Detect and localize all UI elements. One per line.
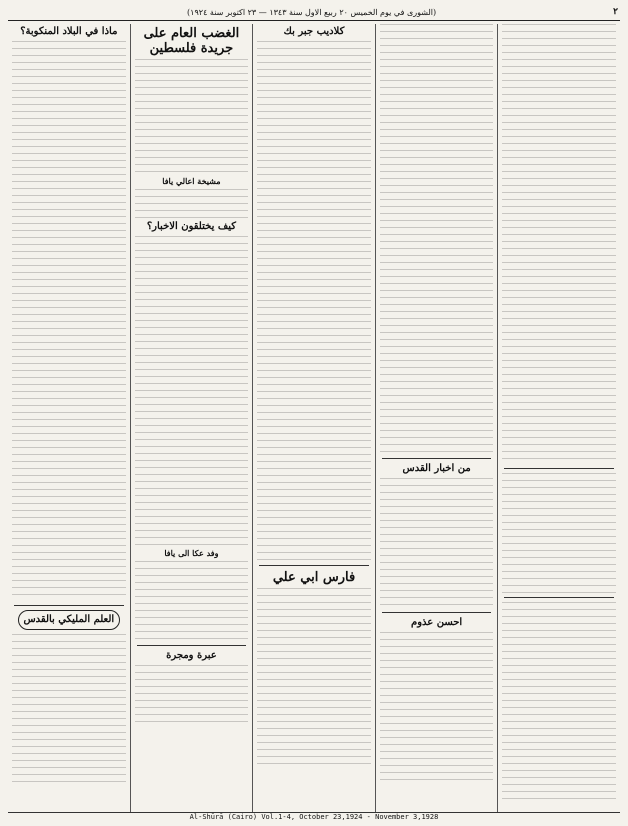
article-text: [502, 24, 616, 464]
article-text: [380, 478, 494, 608]
divider: [137, 645, 247, 646]
divider: [382, 612, 492, 613]
article-text: [380, 24, 494, 454]
col1-top-headline: كلاديب جبر بك: [283, 26, 345, 37]
section-headline: مشيخة اعالي يافا: [162, 176, 221, 186]
dateline: (الشورى في يوم الخميس ٢٠ ربيع الاول سنة ١٣٤٣ — ٢٣ اكتوبر سنة ١٩٢٤): [187, 7, 437, 17]
columns: [8, 24, 620, 812]
column-2: [375, 24, 498, 812]
col2-bottom-headline: عبرة ومجرة: [166, 650, 217, 661]
article-text: [135, 59, 249, 174]
section-headline-2: وفد عكا الى يافا: [164, 548, 219, 558]
column-4: [130, 24, 253, 812]
column-1: [497, 24, 620, 812]
column-5: [8, 24, 130, 812]
article-text: [12, 41, 126, 601]
article-text: [135, 236, 249, 546]
article-text: [257, 41, 371, 561]
divider: [259, 565, 369, 566]
article-text: [135, 189, 249, 219]
col4-mid-headline: من اخبار القدس: [402, 463, 471, 474]
col3-bottom-headline: العلم المليكي بالقدس: [18, 610, 120, 630]
divider: [14, 605, 124, 606]
col1-bottom-headline: فارس ابي علي: [272, 570, 356, 585]
sub-headline: كيف يختلقون الاخبار؟: [146, 221, 236, 232]
article-text: [12, 634, 126, 784]
article-text: [257, 588, 371, 768]
page-footer: Al-Shūrā (Cairo) Vol.1-4, October 23,1924 - November 3,1928: [8, 812, 620, 824]
main-headline: الغضب العام على جريدة فلسطين: [143, 26, 240, 56]
column-3: [252, 24, 375, 812]
col4-bottom-headline: احسن عذوم: [411, 617, 463, 628]
article-text: [135, 665, 249, 725]
divider: [504, 597, 614, 598]
divider: [504, 468, 614, 469]
article-text: [135, 561, 249, 641]
article-text: [502, 602, 616, 802]
article-text: [502, 473, 616, 593]
col3-headline: ماذا في البلاد المنكوبة؟: [20, 26, 118, 37]
divider: [382, 458, 492, 459]
page-header: [8, 4, 620, 21]
article-text: [380, 632, 494, 782]
page-number: ٢: [613, 7, 618, 17]
